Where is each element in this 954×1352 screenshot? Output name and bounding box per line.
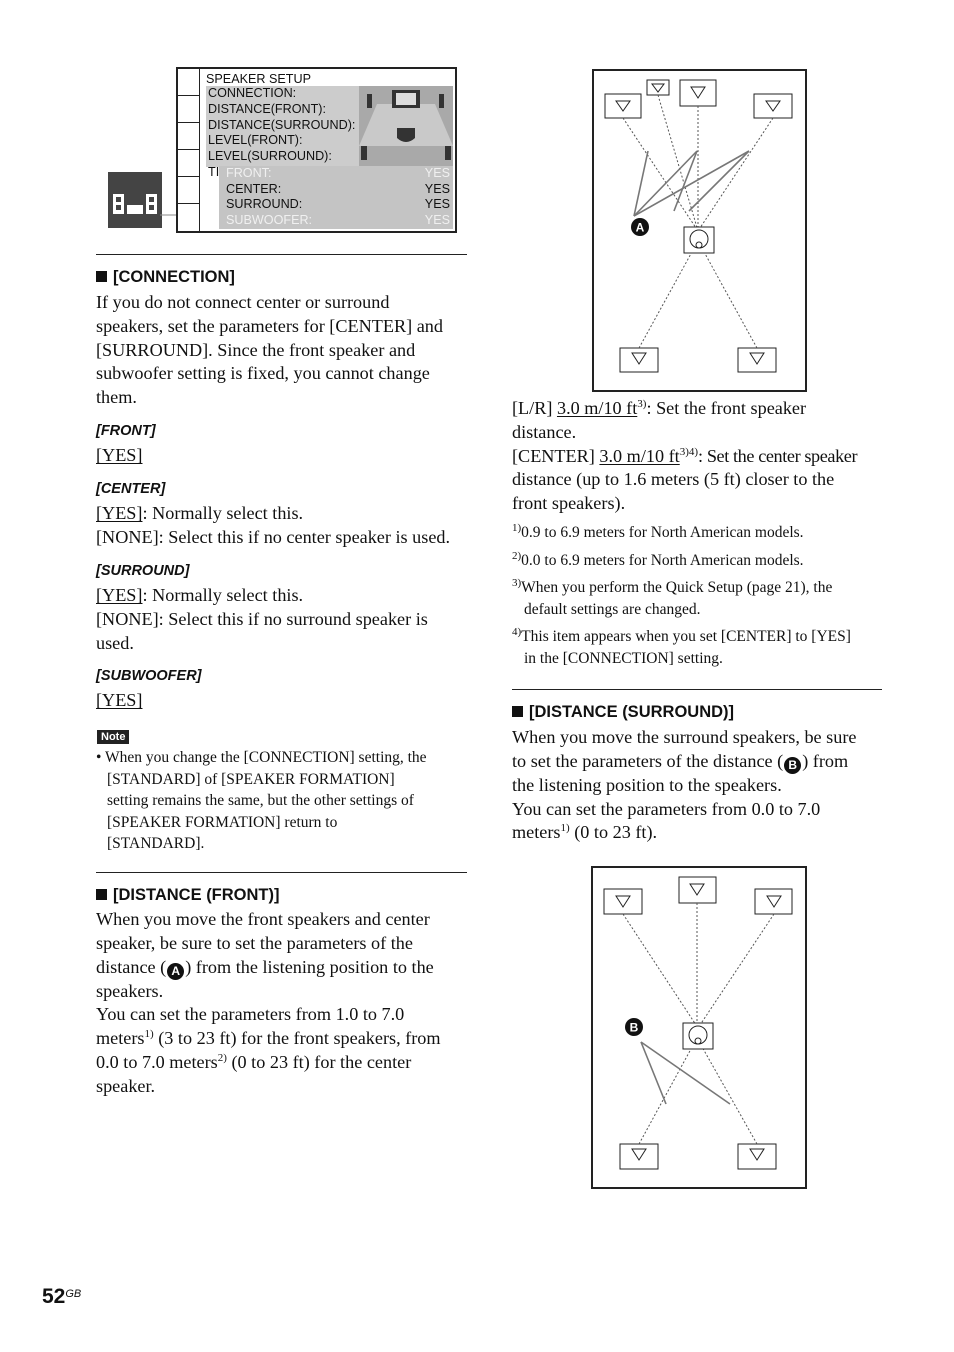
front-distance-diagram bbox=[592, 69, 807, 392]
center-param-label: [CENTER] bbox=[96, 481, 166, 497]
osd-menu-item-1: DISTANCE(FRONT): bbox=[208, 102, 326, 116]
divider bbox=[96, 254, 467, 255]
footnotes: $^{1)}$0.9 to 6.9 meters for North American models. $^{2)}$0.0 to 6.9 meters for North American models. $^{3)}$When you perform the Quick Setup (page 21), the default settings are changed. $^{4)}$This item appears when you set [CENTER] to [YES] in the [CONNECTION] setting. bbox=[512, 521, 851, 667]
submenu-label-subwoofer: SUBWOOFER: bbox=[226, 213, 313, 227]
distance-surround-heading: [DISTANCE (SURROUND)] bbox=[512, 703, 734, 722]
connection-heading: [CONNECTION] bbox=[96, 268, 235, 287]
submenu-label-center: CENTER: bbox=[226, 182, 282, 196]
speaker-setup-osd bbox=[176, 67, 457, 233]
osd-submenu bbox=[219, 166, 453, 229]
surround-options: [YES]: Normally select this. [NONE]: Select this if no surround speaker is used. bbox=[96, 585, 428, 653]
front-value: [YES] bbox=[96, 445, 143, 465]
marker-a-icon: A bbox=[167, 963, 184, 980]
menu-icon-thumbnail bbox=[108, 172, 162, 228]
room-illustration bbox=[359, 86, 453, 167]
submenu-label-surround: SURROUND: bbox=[226, 197, 303, 211]
center-options: [YES]: Normally select this. [NONE]: Select this if no center speaker is used. bbox=[96, 503, 451, 547]
surround-distance-diagram bbox=[591, 866, 807, 1189]
distance-front-heading: [DISTANCE (FRONT)] bbox=[96, 886, 280, 905]
osd-menu-item-3: LEVEL(FRONT): bbox=[208, 133, 303, 147]
osd-menu-item-0: CONNECTION: bbox=[208, 86, 297, 100]
submenu-value-subwoofer: YES bbox=[424, 213, 450, 227]
submenu-value-center: YES bbox=[424, 182, 450, 196]
marker-b-icon: B bbox=[784, 757, 801, 774]
speaker-setup-icon bbox=[108, 172, 162, 228]
distance-front-body: When you move the front speakers and center speaker, be sure to set the parameters of the distance ( A ) from the listening position to the speakers. You can set the parameters from 1.0 to 7.0 meters$^{1)}$ (3 to 23 ft) for the front speakers, from 0.0 to 7.0 meters$^{2)}$ (0 to 23 ft) for the center speaker. bbox=[96, 909, 441, 1096]
speaker-layout-surround-svg bbox=[593, 868, 805, 1187]
osd-menu-item-5: TI bbox=[208, 165, 220, 179]
osd-menu-item-2: DISTANCE(SURROUND): bbox=[208, 118, 356, 132]
osd-menu-item-4: LEVEL(SURROUND): bbox=[208, 149, 332, 163]
osd-title: SPEAKER SETUP bbox=[206, 72, 311, 86]
subwoofer-param-label: [SUBWOOFER] bbox=[96, 668, 202, 684]
surround-param-label: [SURROUND] bbox=[96, 563, 190, 579]
marker-a-text: A bbox=[635, 220, 645, 235]
divider bbox=[96, 872, 467, 873]
submenu-value-front: YES bbox=[424, 166, 450, 180]
page-number: $52^{GB}$ bbox=[42, 1285, 82, 1308]
divider bbox=[512, 689, 882, 690]
speaker-layout-front-svg bbox=[594, 71, 805, 390]
osd-tab-strip bbox=[178, 69, 200, 231]
submenu-value-surround: YES bbox=[424, 197, 450, 211]
front-distance-settings: [L/R] 3.0 m/10 $ft^{3)}$: Set the front speaker distance. [CENTER] 3.0 m/10 $ft^{3)4)}$: Set the center speaker distance (up to 1.6 meters (5 ft) closer to the front speakers). bbox=[512, 397, 858, 514]
submenu-label-front: FRONT: bbox=[226, 166, 272, 180]
subwoofer-value: [YES] bbox=[96, 690, 143, 710]
front-param-label: [FRONT] bbox=[96, 423, 156, 439]
note-label: Note bbox=[97, 730, 129, 744]
note-text: • When you change the [CONNECTION] setting, the [STANDARD] of [SPEAKER FORMATION] setting remains the same, but the other settings of [SPEAKER FORMATION] return to [STANDARD]. bbox=[96, 749, 427, 852]
marker-b-text: B bbox=[629, 1020, 639, 1035]
connection-body: If you do not connect center or surround speakers, set the parameters for [CENTER] and [SURROUND]. Since the front speaker and subwoofer setting is fixed, you cannot change them. bbox=[96, 292, 443, 408]
distance-surround-body: When you move the surround speakers, be sure to set the parameters of the distance ( B ) from the listening position to the speakers. You can set the parameters from 0.0 to 7.0 meters$^{1)}$ (0 to 23 ft). bbox=[512, 727, 857, 843]
listener-icon bbox=[684, 227, 714, 253]
listener-icon bbox=[683, 1023, 713, 1049]
